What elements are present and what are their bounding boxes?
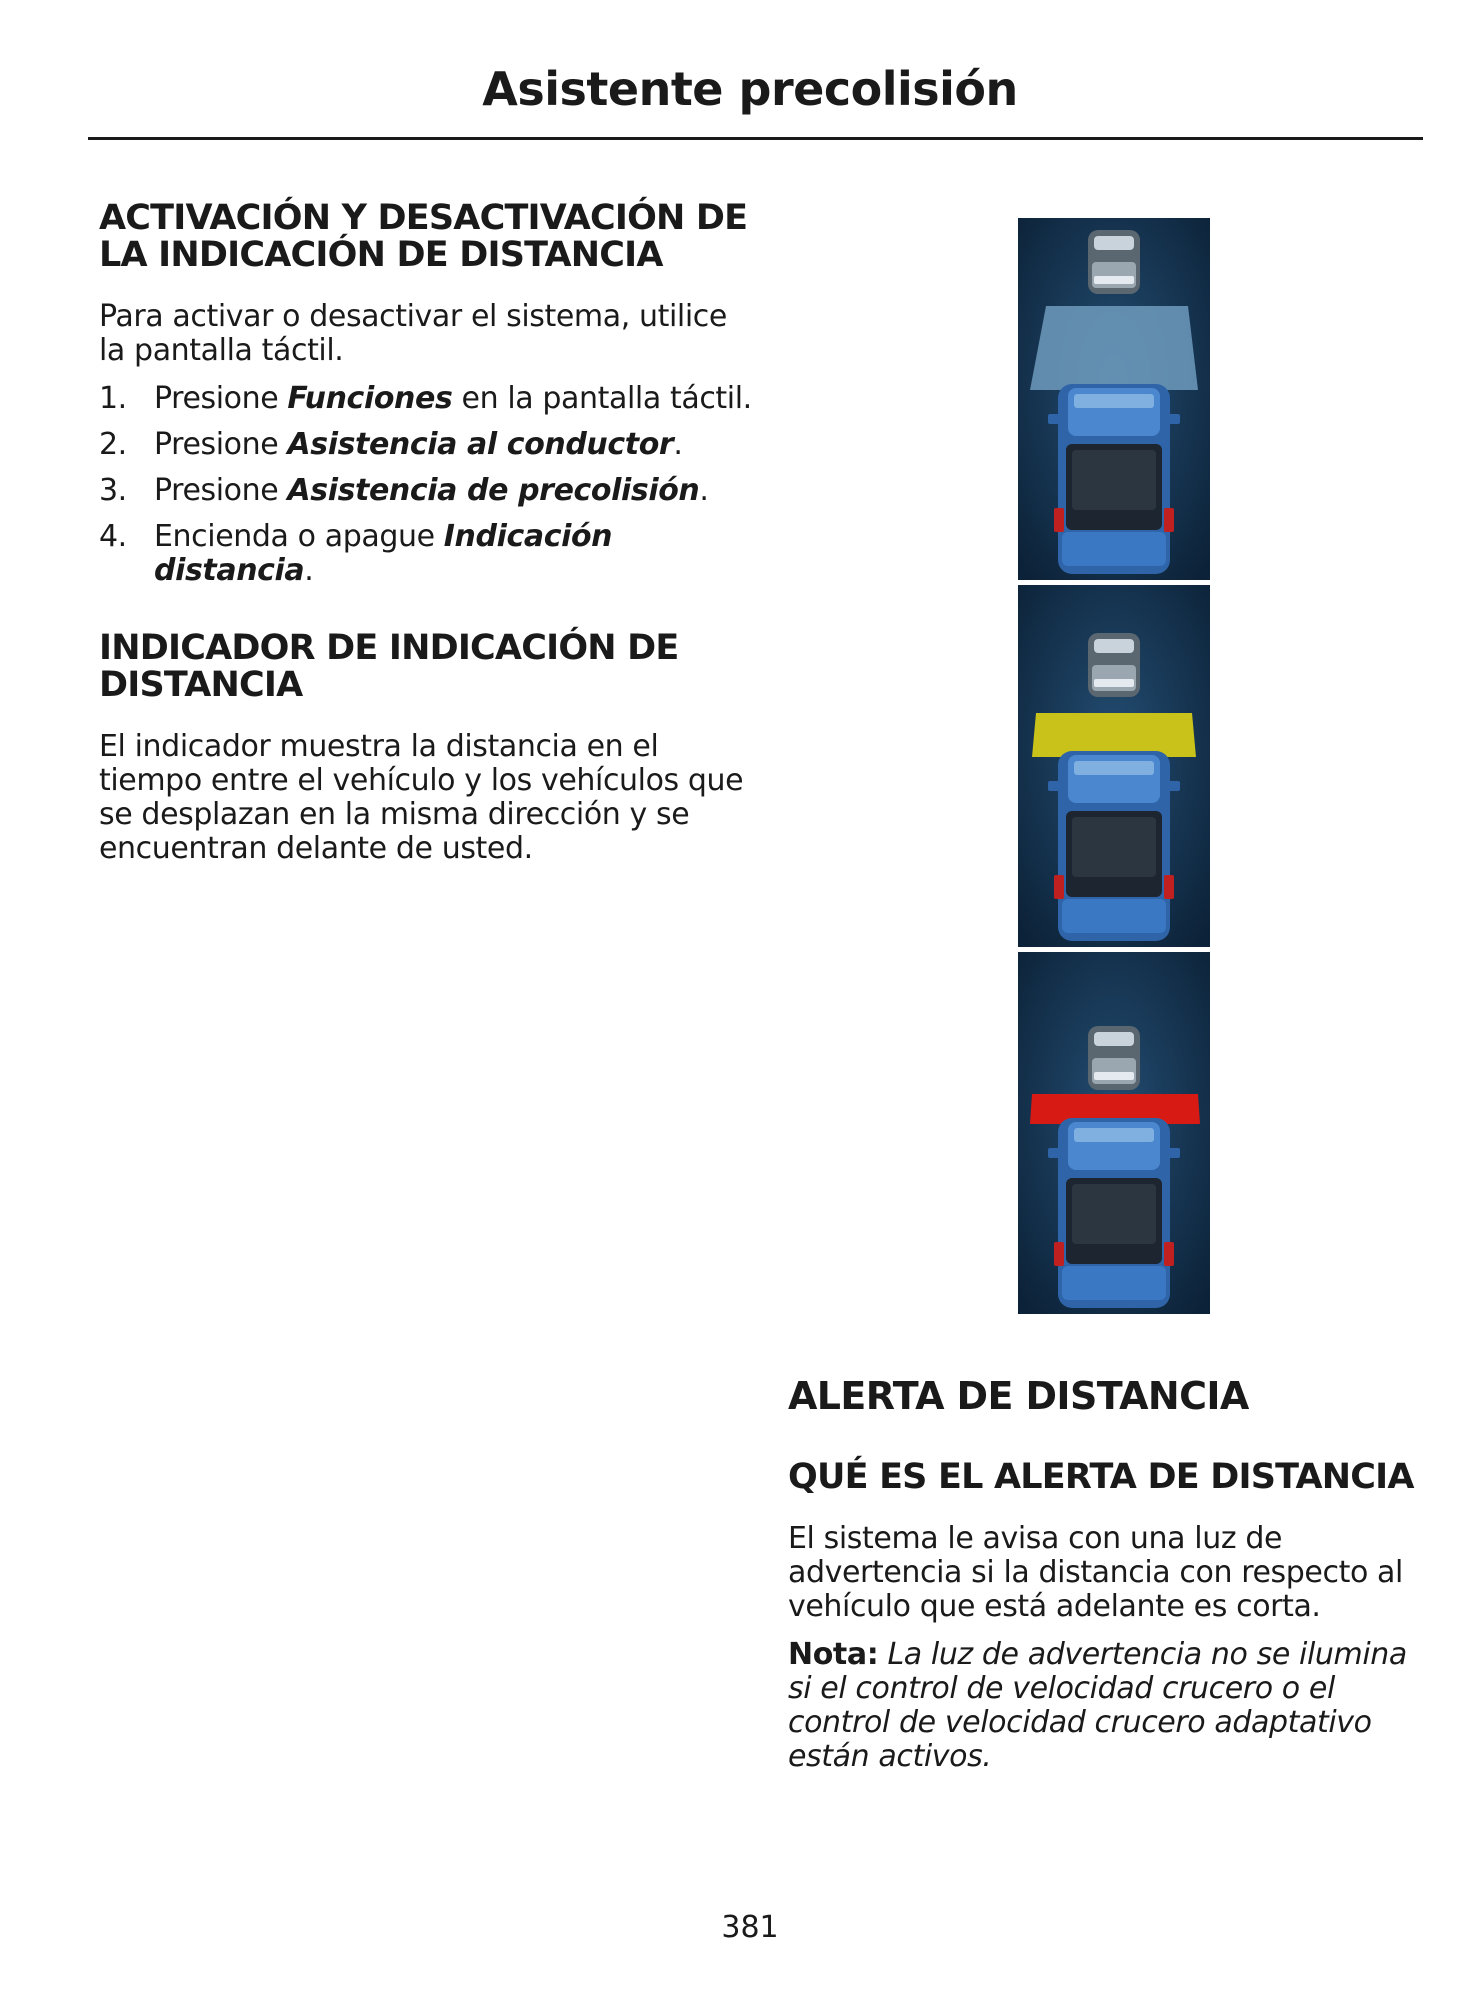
step-text-end: . — [304, 553, 314, 588]
step-number: 4. — [99, 519, 127, 554]
step-text-end: . — [673, 427, 683, 462]
section-body-indicator: El indicador muestra la distancia en el tiempo entre el vehículo y los vehículos que se desplazan en la misma dirección y se encuentran delante de usted. — [99, 729, 744, 866]
step-emphasis: Funciones — [287, 381, 453, 416]
steps-list — [99, 382, 759, 588]
step-number: 3. — [99, 473, 127, 508]
page-title: Asistente precolisión — [482, 62, 1018, 116]
panel-close-distance — [1018, 952, 1210, 1314]
section-heading-what-is-alert: QUÉ ES EL ALERTA DE DISTANCIA — [788, 1457, 1414, 1497]
panel-far-graphic — [1018, 218, 1210, 580]
step-emphasis: Indicación distancia — [154, 519, 613, 588]
step-text-end: . — [699, 473, 709, 508]
step-item — [99, 474, 759, 508]
right-column — [788, 1374, 1438, 1774]
step-text: Presione — [154, 427, 288, 462]
distance-bar-medium — [1032, 713, 1196, 757]
step-text-end: en la pantalla táctil. — [452, 381, 752, 416]
own-vehicle-icon — [1048, 384, 1180, 574]
panel-medium-graphic — [1018, 585, 1210, 947]
section-heading-distance-alert: ALERTA DE DISTANCIA — [788, 1374, 1249, 1418]
panel-far-distance — [1018, 218, 1210, 580]
section-intro: Para activar o desactivar el sistema, utilice la pantalla táctil. — [99, 299, 727, 368]
section-heading-indicator: INDICADOR DE INDICACIÓN DE DISTANCIA — [99, 628, 679, 705]
step-text: Presione — [154, 473, 288, 508]
note-label: Nota: — [788, 1637, 879, 1672]
section-body-alert: El sistema le avisa con una luz de advertencia si la distancia con respecto al vehículo que está adelante es corta. — [788, 1521, 1403, 1624]
note — [788, 1638, 1438, 1774]
distance-bar-far — [1030, 306, 1198, 390]
step-number: 2. — [99, 427, 127, 462]
panel-close-graphic — [1018, 952, 1210, 1314]
step-text: Presione — [154, 381, 288, 416]
step-emphasis: Asistencia de precolisión — [287, 473, 700, 508]
note-text: La luz de advertencia no se ilumina si el control de velocidad crucero o el control de velocidad crucero adaptativo están activos. — [788, 1637, 1407, 1774]
step-number: 1. — [99, 381, 127, 416]
own-vehicle-icon — [1048, 751, 1180, 941]
lead-vehicle-icon — [1088, 230, 1140, 294]
step-item — [99, 382, 759, 416]
distance-indication-illustration — [1018, 218, 1210, 1315]
title-divider — [88, 137, 1423, 140]
step-text: Encienda o apague — [154, 519, 444, 554]
panel-medium-distance — [1018, 585, 1210, 947]
left-column — [99, 200, 759, 880]
own-vehicle-icon — [1048, 1118, 1180, 1308]
page-number: 381 — [721, 1910, 779, 1945]
lead-vehicle-icon — [1088, 1026, 1140, 1090]
step-item — [99, 428, 759, 462]
step-emphasis: Asistencia al conductor — [287, 427, 674, 462]
lead-vehicle-icon — [1088, 633, 1140, 697]
section-heading-activation: ACTIVACIÓN Y DESACTIVACIÓN DE LA INDICACIÓN DE DISTANCIA — [99, 198, 748, 275]
step-item — [99, 520, 759, 588]
